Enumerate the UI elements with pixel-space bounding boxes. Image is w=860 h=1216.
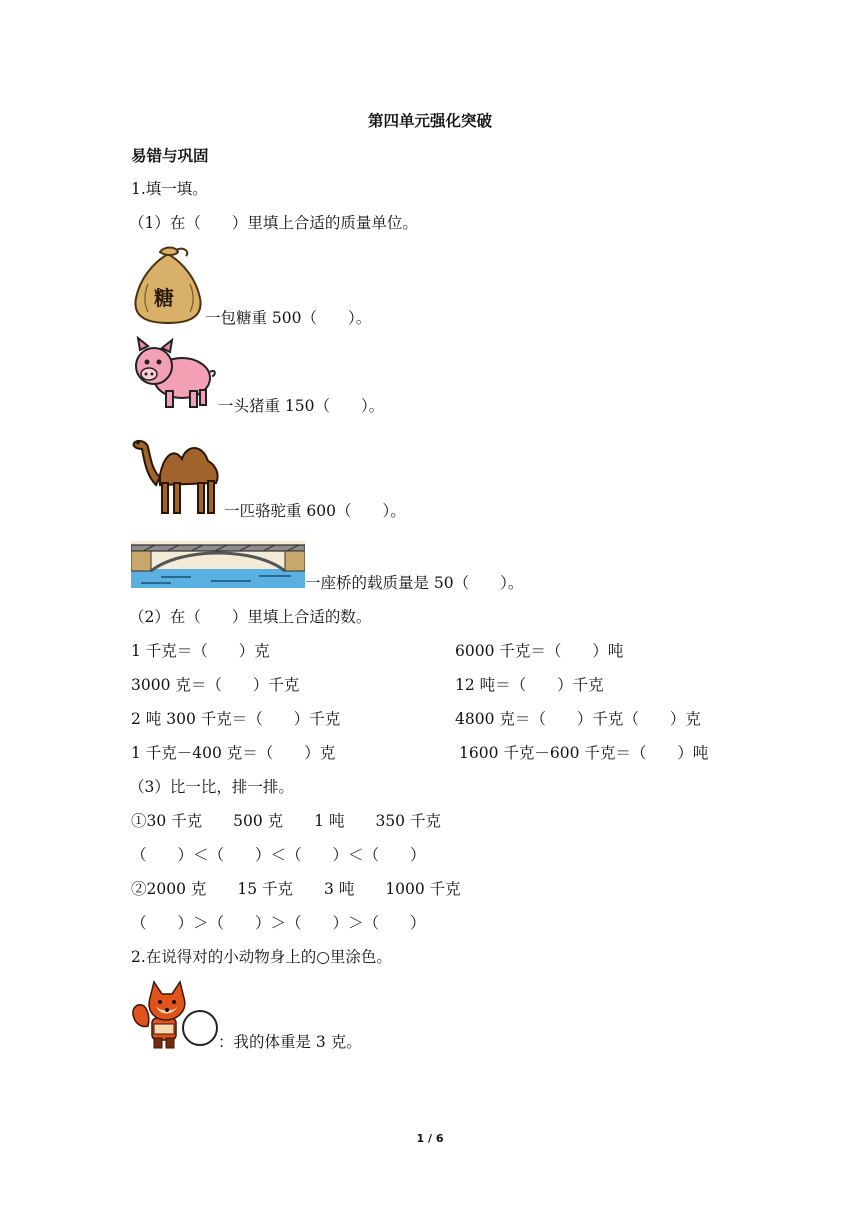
pig-icon bbox=[132, 336, 218, 412]
q1-item-bridge: 一座桥的载质量是 50（ ）。 bbox=[305, 574, 524, 592]
q1-part2-row2-right: 12 吨＝（ ）千克 bbox=[455, 676, 604, 694]
bridge-icon bbox=[131, 541, 305, 588]
q1-part2-row3-left: 2 吨 300 千克＝（ ）千克 bbox=[131, 710, 341, 728]
sugar-bag-label: 糖 bbox=[154, 286, 174, 310]
page-title: 第四单元强化突破 bbox=[367, 112, 492, 130]
q1-part2-row3-right: 4800 克＝（ ）千克（ ）克 bbox=[455, 710, 701, 728]
section-heading: 易错与巩固 bbox=[131, 147, 209, 165]
q1-part2-instruction: （2）在（ ）里填上合适的数。 bbox=[129, 608, 372, 626]
q1-part2-row2-left: 3000 克＝（ ）千克 bbox=[131, 676, 300, 694]
q1-part2-row4-right: 1600 千克－600 千克＝（ ）吨 bbox=[459, 744, 709, 762]
q1-part3-instruction: （3）比一比，排一排。 bbox=[129, 778, 294, 796]
q1-heading: 1.填一填。 bbox=[131, 180, 208, 198]
q1-part3-group2-blanks: （ ）＞（ ）＞（ ）＞（ ） bbox=[131, 914, 426, 932]
q2-heading: 2.在说得对的小动物身上的○里涂色。 bbox=[131, 948, 392, 966]
q2-item-fox: ：我的体重是 3 克。 bbox=[218, 1033, 362, 1051]
q1-part2-row1-left: 1 千克＝（ ）克 bbox=[131, 642, 270, 660]
q1-part3-group2-values: ②2000 克 15 千克 3 吨 1000 千克 bbox=[131, 880, 461, 898]
q1-part3-group1-blanks: （ ）＜（ ）＜（ ）＜（ ） bbox=[131, 846, 426, 864]
q1-item-sugar: 一包糖重 500（ ）。 bbox=[205, 309, 372, 327]
q1-part1-instruction: （1）在（ ）里填上合适的质量单位。 bbox=[129, 214, 418, 232]
q1-part2-row1-right: 6000 千克＝（ ）吨 bbox=[455, 642, 624, 660]
q1-item-pig: 一头猪重 150（ ）。 bbox=[218, 397, 385, 415]
q1-part3-group1-values: ①30 千克 500 克 1 吨 350 千克 bbox=[131, 812, 441, 830]
fox-icon bbox=[130, 980, 218, 1050]
sugar-bag-icon bbox=[132, 244, 204, 326]
page-number: 1 / 6 bbox=[416, 1132, 444, 1145]
camel-icon bbox=[130, 431, 224, 517]
q1-part2-row4-left: 1 千克－400 克＝（ ）克 bbox=[131, 744, 336, 762]
q1-item-camel: 一匹骆驼重 600（ ）。 bbox=[224, 502, 406, 520]
